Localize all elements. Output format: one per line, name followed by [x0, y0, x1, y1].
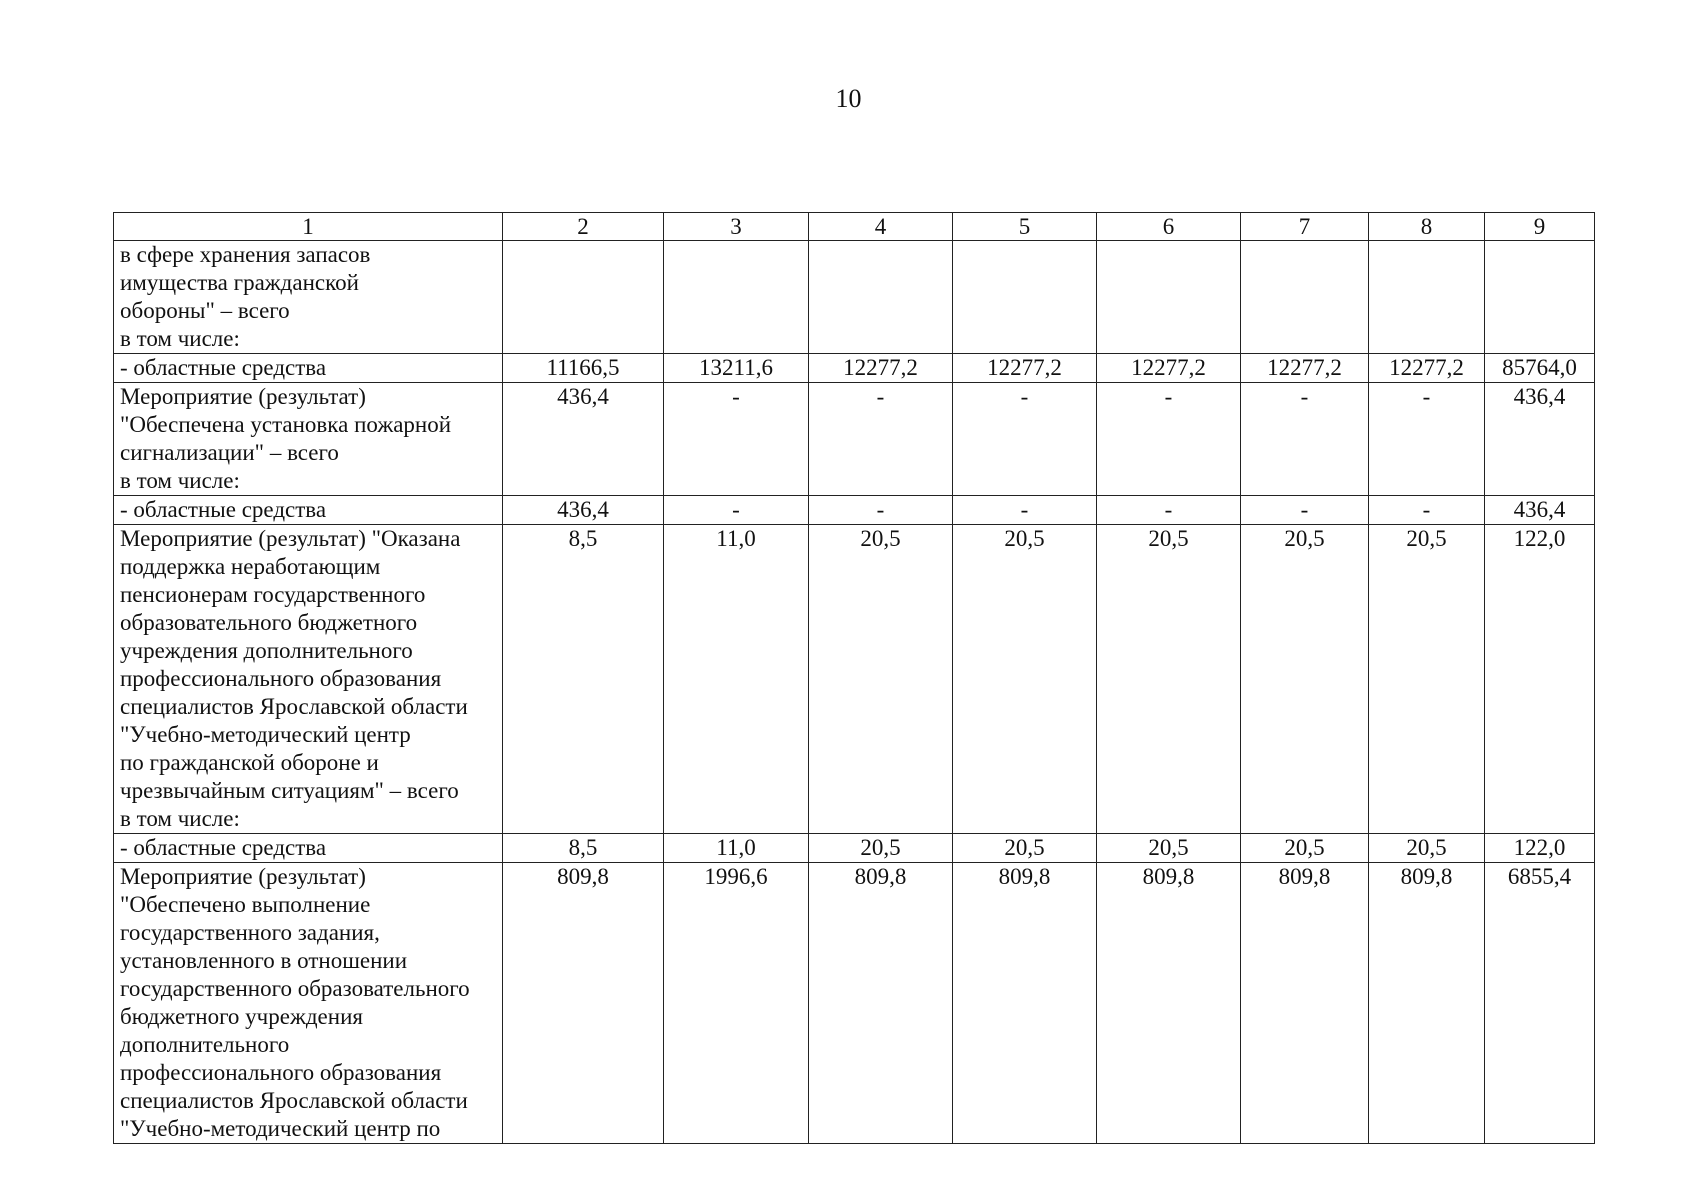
value-cell	[1369, 241, 1485, 354]
value-cell	[1097, 241, 1241, 354]
value-cell: 1996,6	[664, 863, 809, 1144]
value-cell: 436,4	[503, 383, 664, 496]
value-cell: 12277,2	[953, 354, 1097, 383]
value-cell: 809,8	[1097, 863, 1241, 1144]
value-cell: 20,5	[1369, 834, 1485, 863]
value-cell: 809,8	[503, 863, 664, 1144]
column-header: 6	[1097, 213, 1241, 241]
column-header: 4	[809, 213, 953, 241]
value-cell: 20,5	[1097, 834, 1241, 863]
value-cell: 20,5	[1241, 834, 1369, 863]
value-cell	[809, 241, 953, 354]
column-header: 1	[114, 213, 503, 241]
value-cell: -	[1369, 496, 1485, 525]
table-row	[114, 863, 1595, 1144]
value-cell: -	[1369, 383, 1485, 496]
value-cell: 85764,0	[1485, 354, 1595, 383]
value-cell: 12277,2	[1241, 354, 1369, 383]
value-cell: 20,5	[953, 834, 1097, 863]
column-header: 8	[1369, 213, 1485, 241]
table-row	[114, 354, 1595, 383]
value-cell: 20,5	[809, 834, 953, 863]
value-cell: 11166,5	[503, 354, 664, 383]
table-row	[114, 525, 1595, 834]
table-body	[114, 213, 1595, 1144]
value-cell: 8,5	[503, 525, 664, 834]
budget-table	[113, 212, 1595, 1144]
column-header: 3	[664, 213, 809, 241]
table-row	[114, 834, 1595, 863]
value-cell: 809,8	[1369, 863, 1485, 1144]
value-cell: 8,5	[503, 834, 664, 863]
value-cell: -	[809, 383, 953, 496]
column-number-row	[114, 213, 1595, 241]
value-cell: -	[1097, 496, 1241, 525]
value-cell: 20,5	[1241, 525, 1369, 834]
value-cell: 436,4	[1485, 496, 1595, 525]
row-label: Мероприятие (результат) "Обеспечено выполнение государственного задания, установленного в отношении государственного образовательного бюджетного учреждения дополнительного профессионального образования специалистов Ярославской области "Учебно-методический центр по	[114, 863, 503, 1144]
value-cell: 6855,4	[1485, 863, 1595, 1144]
page-number: 10	[835, 84, 862, 113]
value-cell: 12277,2	[1369, 354, 1485, 383]
value-cell: 809,8	[809, 863, 953, 1144]
value-cell: 122,0	[1485, 525, 1595, 834]
row-label: - областные средства	[114, 834, 503, 863]
column-header: 9	[1485, 213, 1595, 241]
value-cell	[953, 241, 1097, 354]
value-cell: 20,5	[809, 525, 953, 834]
value-cell: 20,5	[1097, 525, 1241, 834]
value-cell: -	[664, 496, 809, 525]
value-cell	[664, 241, 809, 354]
value-cell: 436,4	[503, 496, 664, 525]
value-cell: 809,8	[1241, 863, 1369, 1144]
row-label: Мероприятие (результат) "Оказана поддержка неработающим пенсионерам государственного образовательного бюджетного учреждения дополнительного профессионального образования специалистов Ярославской области "Учебно-методический центр по гражданской обороне и чрезвычайным ситуациям" – всего в том числе:	[114, 525, 503, 834]
value-cell: -	[809, 496, 953, 525]
value-cell: 809,8	[953, 863, 1097, 1144]
row-label: - областные средства	[114, 354, 503, 383]
value-cell: 12277,2	[1097, 354, 1241, 383]
value-cell: 11,0	[664, 525, 809, 834]
column-header: 7	[1241, 213, 1369, 241]
table-row	[114, 383, 1595, 496]
value-cell: -	[1241, 383, 1369, 496]
value-cell: -	[1097, 383, 1241, 496]
value-cell: 11,0	[664, 834, 809, 863]
value-cell: -	[664, 383, 809, 496]
value-cell: 12277,2	[809, 354, 953, 383]
value-cell: -	[953, 496, 1097, 525]
value-cell: 13211,6	[664, 354, 809, 383]
table-row	[114, 496, 1595, 525]
value-cell: 122,0	[1485, 834, 1595, 863]
value-cell: 20,5	[1369, 525, 1485, 834]
value-cell	[1485, 241, 1595, 354]
value-cell: -	[1241, 496, 1369, 525]
column-header: 5	[953, 213, 1097, 241]
table-row	[114, 241, 1595, 354]
value-cell: -	[953, 383, 1097, 496]
value-cell	[1241, 241, 1369, 354]
value-cell: 436,4	[1485, 383, 1595, 496]
value-cell	[503, 241, 664, 354]
value-cell: 20,5	[953, 525, 1097, 834]
row-label: Мероприятие (результат) "Обеспечена установка пожарной сигнализации" – всего в том числе:	[114, 383, 503, 496]
column-header: 2	[503, 213, 664, 241]
row-label: в сфере хранения запасов имущества гражданской обороны" – всего в том числе:	[114, 241, 503, 354]
row-label: - областные средства	[114, 496, 503, 525]
